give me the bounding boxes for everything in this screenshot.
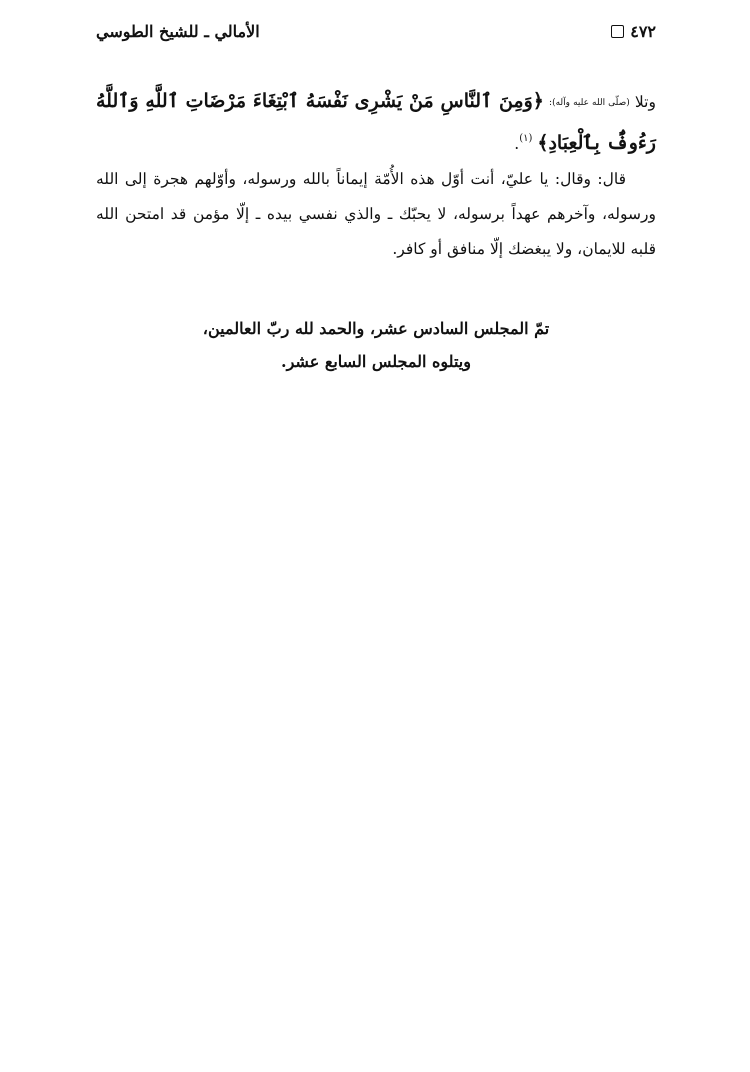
square-icon <box>611 25 624 38</box>
closing-line-2: ويتلوه المجلس السابع عشر. <box>281 352 471 371</box>
honorific: (صلّى الله عليه وآله): <box>549 98 630 108</box>
running-header <box>96 22 656 52</box>
page-number: ٤٧٢ <box>630 22 656 41</box>
verse-paragraph <box>96 84 656 162</box>
hadith-paragraph: قال: وقال: يا عليّ، أنت أوّل هذه الأُمّة إيماناً بالله ورسوله، وأوّلهم هجرة إلى الله ورسوله، وآخرهم عهداً برسوله، لا يحبّك ـ والذي نفسي بيده ـ إلّا مؤمن قد امتحن الله قلبه للايمان، ولا يبغضك إلّا منافق أو كافر. <box>96 170 656 258</box>
page-number-block <box>611 22 656 41</box>
session-closing <box>96 312 656 378</box>
verse-period: . <box>514 135 520 153</box>
body-text <box>96 84 656 267</box>
book-title: الأمالي ـ للشيخ الطوسي <box>96 22 260 41</box>
intro-word: وتلا <box>634 93 656 111</box>
quran-verse: ﴿وَمِنَ ٱلنَّاسِ مَنْ يَشْرِى نَفْسَهُ ٱبْتِغَاءَ مَرْضَاتِ ٱللَّهِ وَٱللَّهُ رَءُوفٌۢ بِٱلْعِبَادِ﴾ <box>96 90 656 154</box>
closing-line-1: تمّ المجلس السادس عشر، والحمد لله ربّ العالمين، <box>202 319 550 338</box>
footnote-reference: (١) <box>519 133 533 144</box>
